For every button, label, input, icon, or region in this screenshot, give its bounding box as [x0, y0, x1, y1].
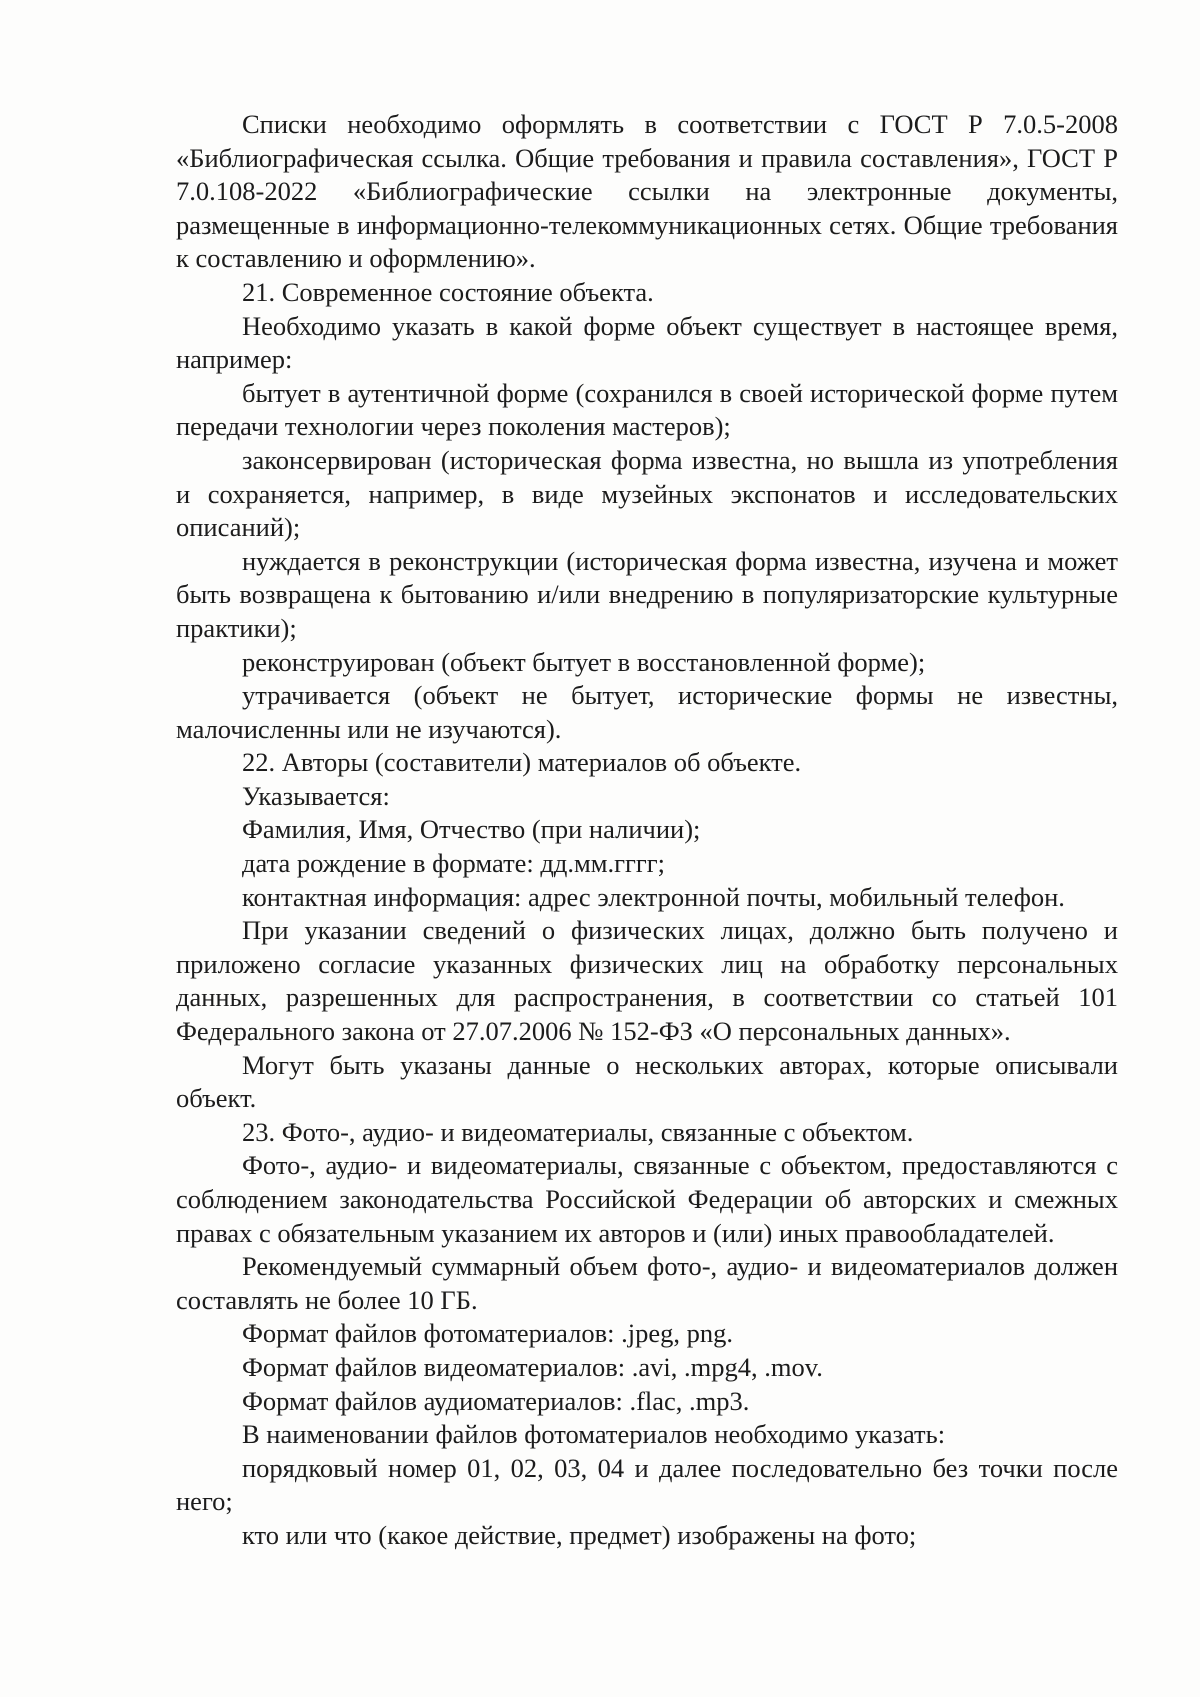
list-item: порядковый номер 01, 02, 03, 04 и далее последовательно без точки после него;: [176, 1452, 1118, 1517]
list-item: Фамилия, Имя, Отчество (при наличии);: [242, 814, 701, 845]
paragraph: Необходимо указать в какой форме объект существует в настоящее время, например:: [176, 310, 1118, 375]
list-item: реконструирован (объект бытует в восстановленной форме);: [242, 646, 926, 677]
paragraph-personal-data: При указании сведений о физических лицах, должно быть получено и приложено согласие указанных физических лиц на обработку персональных данных, разрешенных для распространения, в соответствии со статьей 101 Федерального закона от 27.07.2006 № 152-ФЗ «О персональных данных».: [176, 915, 1118, 1047]
paragraph: В наименовании файлов фотоматериалов необходимо указать:: [242, 1419, 946, 1450]
paragraph: Могут быть указаны данные о нескольких авторах, которые описывали объект.: [176, 1049, 1118, 1114]
list-item: законсервирован (историческая форма известна, но вышла из употребления и сохраняется, например, в виде музейных экспонатов и исследовательских описаний);: [176, 444, 1118, 543]
list-item: Формат файлов фотоматериалов: .jpeg, png.: [242, 1318, 733, 1349]
section-21-heading: 21. Современное состояние объекта.: [242, 276, 654, 307]
paragraph: Фото-, аудио- и видеоматериалы, связанные с объектом, предоставляются с соблюдением законодательства Российской Федерации об авторских и смежных правах с обязательным указанием их авторов и (или) иных правообладателей.: [176, 1150, 1118, 1248]
list-item: Формат файлов видеоматериалов: .avi, .mpg4, .mov.: [242, 1351, 823, 1382]
section-22-heading: 22. Авторы (составители) материалов об объекте.: [242, 747, 802, 778]
paragraph: Указывается:: [242, 780, 390, 811]
document-body: [176, 108, 1118, 1553]
list-item: Формат файлов аудиоматериалов: .flac, .mp3.: [242, 1385, 750, 1416]
list-item: нуждается в реконструкции (историческая форма известна, изучена и может быть возвращена к бытованию и/или внедрению в популяризаторские культурные практики);: [176, 545, 1118, 643]
paragraph-gost-references: Списки необходимо оформлять в соответствии с ГОСТ Р 7.0.5-2008 «Библиографическая ссылка. Общие требования и правила составления», ГОСТ Р 7.0.108-2022 «Библиографические ссылки на электронные документы, размещенные в информационно-телекоммуникационных сетях. Общие требования к составлению и оформлению».: [176, 109, 1118, 274]
list-item: дата рождение в формате: дд.мм.гггг;: [242, 848, 665, 879]
paragraph: Рекомендуемый суммарный объем фото-, аудио- и видеоматериалов должен составлять не более 10 ГБ.: [176, 1251, 1118, 1315]
list-item: утрачивается (объект не бытует, исторические формы не известны, малочисленны или не изучаются).: [176, 680, 1118, 744]
section-23-heading: 23. Фото-, аудио- и видеоматериалы, связанные с объектом.: [242, 1116, 914, 1147]
list-item: кто или что (какое действие, предмет) изображены на фото;: [242, 1519, 917, 1550]
list-item: контактная информация: адрес электронной почты, мобильный телефон.: [242, 881, 1065, 912]
list-item: бытует в аутентичной форме (сохранился в своей исторической форме путем передачи технологии через поколения мастеров);: [176, 377, 1118, 442]
